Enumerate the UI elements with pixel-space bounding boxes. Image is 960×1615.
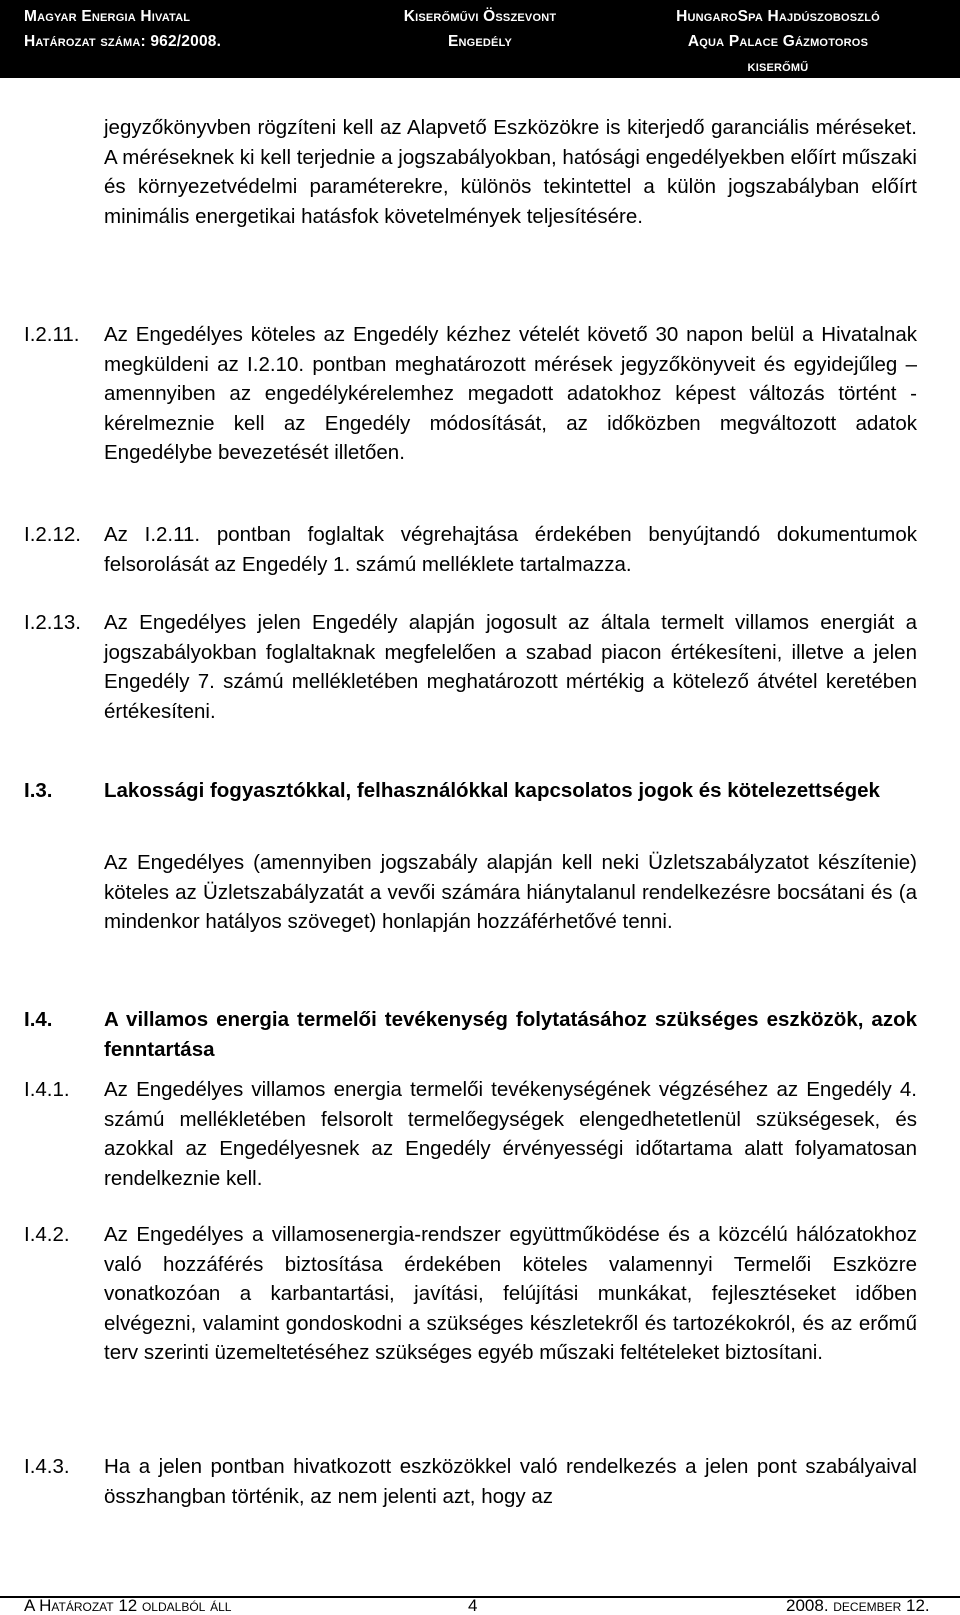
section-title-i3: Lakossági fogyasztókkal, felhasználókkal kapcsolatos jogok és kötelezettségek bbox=[104, 779, 880, 802]
section-text-i211: Az Engedélyes köteles az Engedély kézhez vételét követő 30 napon belül a Hivatalnak megküldeni az I.2.10. pontban meghatározott mérések jegyzőkönyveit és egyidejűleg – amennyiben az engedélykérelemhez megadott adatokhoz képest változás történt - kérelmeznie kell az Engedély módosítását, az időközben megváltozott adatok Engedélybe bevezetését illetően. bbox=[104, 323, 917, 464]
header-license-type-line1: Kiserőművi Összevont bbox=[403, 8, 557, 25]
header-issuer-name: Magyar Energia Hivatal bbox=[24, 8, 191, 25]
section-text-i41: Az Engedélyes villamos energia termelői tevékenységének végzéséhez az Engedély 4. számú mellékletében felsorolt termelőegységek elengedhetetlenül szükségesek, és azokkal az Engedélyesnek az Engedély érvényességi időtartama alatt folyamatosan rendelkeznie kell. bbox=[104, 1078, 917, 1190]
header-plant-line3: kiserőmű bbox=[747, 58, 809, 75]
header-plant-line1: HungaroSpa Hajdúszoboszló bbox=[676, 8, 880, 25]
section-number-i3: I.3. bbox=[24, 779, 53, 802]
section-title-i4: A villamos energia termelői tevékenység folytatásához szükséges eszközök, azok fenntartása bbox=[104, 1008, 917, 1061]
header-license-type-line2: Engedély bbox=[447, 33, 513, 50]
paragraph-continuation: jegyzőkönyvben rögzíteni kell az Alapvető Eszközökre is kiterjedő garanciális méréseket. A méréseknek ki kell terjednie a jogszabályokban, hatósági engedélyekben előírt műszaki és környezetvédelmi paraméterekre, különös tekintettel a külön jogszabályban előírt minimális energetikai hatásfok követelmények teljesítésére. bbox=[104, 116, 917, 228]
section-number-i212: I.2.12. bbox=[24, 523, 81, 546]
section-number-i211: I.2.11. bbox=[24, 323, 80, 346]
section-number-i41: I.4.1. bbox=[24, 1078, 70, 1101]
section-number-i4: I.4. bbox=[24, 1008, 53, 1031]
header-plant-line2: Aqua Palace Gázmotoros bbox=[687, 33, 869, 50]
section-text-i213: Az Engedélyes jelen Engedély alapján jogosult az általa termelt villamos energiát a jogszabályokban foglaltaknak megfelelően a szabad piacon értékesíteni, illetve a jelen Engedély 7. számú mellékletében meghatározott mértékig a kötelező átvétel keretében értékesíteni. bbox=[104, 611, 917, 723]
section-text-i42: Az Engedélyes a villamosenergia-rendszer együttműködése és a közcélú hálózatokhoz való hozzáférés biztosítása érdekében köteles valamennyi Termelői Eszközre vonatkozóan a karbantartási, javítási, felújítási munkákat, fejlesztéseket időben elvégezni, valamint gondoskodni a szükséges készletekről és tartozékokról, és az erőmű terv szerinti üzemeltetéséhez szükséges egyéb műszaki feltételeket biztosítani. bbox=[104, 1223, 917, 1364]
document-header bbox=[0, 0, 960, 78]
footer-page-count: A Határozat 12 oldalból áll bbox=[24, 1596, 232, 1615]
header-decision-number: Határozat száma: 962/2008. bbox=[24, 33, 222, 50]
section-text-i3: Az Engedélyes (amennyiben jogszabály alapján kell neki Üzletszabályzatot készítenie) köteles az Üzletszabályzatát a vevői számára hiánytalanul rendelkezésre bocsátani és (a mindenkor hatályos szöveget) honlapján hozzáférhetővé tenni. bbox=[104, 851, 917, 933]
section-number-i213: I.2.13. bbox=[24, 611, 81, 634]
footer-page-number: 4 bbox=[468, 1596, 478, 1615]
section-text-i212: Az I.2.11. pontban foglaltak végrehajtása érdekében benyújtandó dokumentumok felsorolását az Engedély 1. számú melléklete tartalmazza. bbox=[104, 523, 917, 576]
footer-date: 2008. december 12. bbox=[786, 1596, 930, 1615]
section-number-i42: I.4.2. bbox=[24, 1223, 70, 1246]
header-issuer bbox=[24, 4, 324, 54]
section-number-i43: I.4.3. bbox=[24, 1455, 70, 1478]
header-license-type bbox=[340, 4, 620, 54]
header-plant bbox=[618, 4, 938, 79]
section-text-i43: Ha a jelen pontban hivatkozott eszközökkel való rendelkezés a jelen pont szabályaival összhangban történik, az nem jelenti azt, hogy az bbox=[104, 1455, 917, 1508]
